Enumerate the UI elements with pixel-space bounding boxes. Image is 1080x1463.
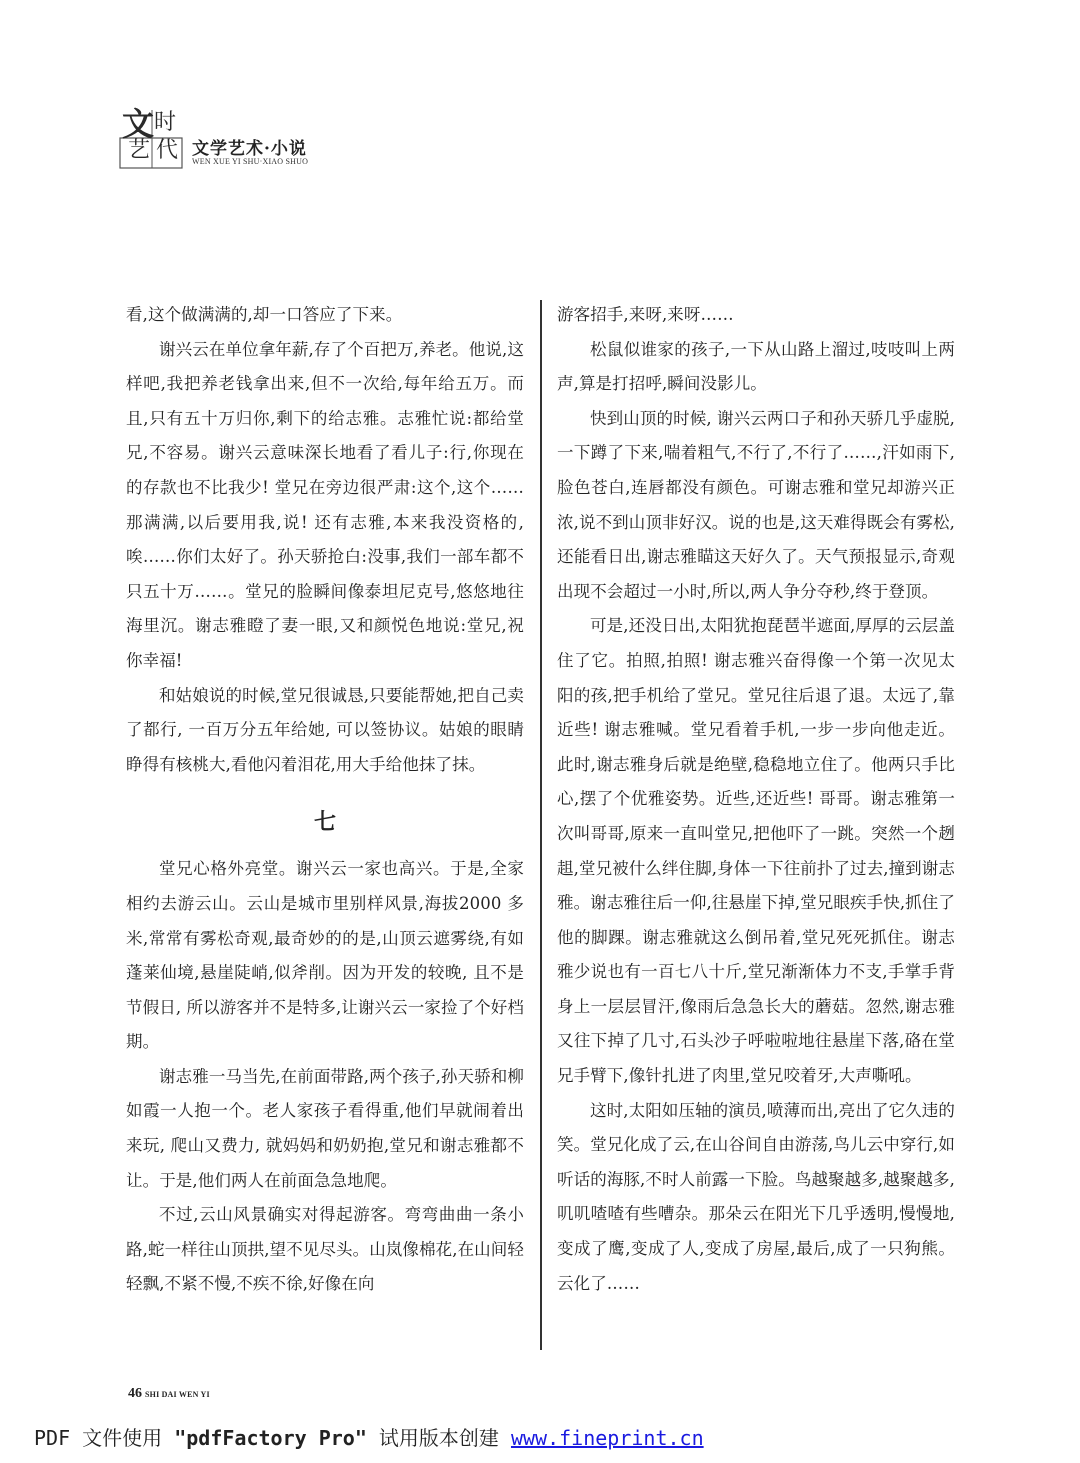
section-title: 文学艺术·小说 (192, 139, 307, 159)
magazine-name: SHI DAI WEN YI (145, 1390, 210, 1399)
logo-glyph-dai: 代 (156, 138, 179, 163)
paragraph: 游客招手,来呀,来呀…… (557, 305, 734, 324)
section-subtitle: WEN XUE YI SHU·XIAO SHUO (192, 157, 309, 166)
paragraph: 快到山顶的时候, 谢兴云两口子和孙天骄几乎虚脱,一下蹲了下来,喘着粗气,不行了,不行了……,汗如雨下,脸色苍白,连唇都没有颜色。可谢志雅和堂兄却游兴正浓,说不到山顶非好汉。说的也是,这天难得既会有雾松,还能看日出,谢志雅瞄这天好久了。天气预报显示,奇观出现不会超过一小时,所以,两人争分夺秒,终于登顶。 (557, 408, 955, 601)
right-column (557, 298, 955, 1301)
fineprint-link[interactable]: www.fineprint.cn (510, 1426, 704, 1450)
logo-glyph-wen: 文 (122, 105, 155, 143)
watermark-product: "pdfFactory Pro" (174, 1426, 367, 1450)
page-number: 46 (128, 1386, 142, 1401)
paragraph: 看,这个做满满的,却一口答应了下来。 (126, 305, 403, 324)
section-heading: 七 (313, 809, 336, 836)
logo-glyph-shi: 时 (154, 110, 177, 135)
watermark-prefix: PDF 文件使用 (34, 1426, 175, 1450)
left-column (126, 298, 524, 1302)
paragraph: 不过,云山风景确实对得起游客。弯弯曲曲一条小路,蛇一样往山顶拱,望不见尽头。山岚像棉花,在山间轻轻飘,不紧不慢,不疾不徐,好像在向 (126, 1205, 524, 1294)
logo-glyph-yi: 艺 (128, 138, 151, 163)
magazine-logo (112, 105, 184, 170)
column-divider (540, 300, 542, 1350)
masthead (112, 105, 372, 174)
paragraph: 谢兴云在单位拿年薪,存了个百把万,养老。他说,这样吧,我把养老钱拿出来,但不一次给,每年给五万。而且,只有五十万归你,剩下的给志雅。志雅忙说:都给堂兄,不容易。谢兴云意味深长地看了看儿子:行,你现在的存款也不比我少! 堂兄在旁边很严肃:这个,这个……那满满,以后要用我,说! 还有志雅,本来我没资格的,唉……你们太好了。孙天骄抢白:没事,我们一部车都不只五十万……。堂兄的脸瞬间像泰坦尼克号,悠悠地往海里沉。谢志雅瞪了妻一眼,又和颜悦色地说:堂兄,祝你幸福! (126, 339, 525, 670)
paragraph: 松鼠似谁家的孩子,一下从山路上溜过,吱吱叫上两声,算是打招呼,瞬间没影儿。 (557, 339, 955, 394)
paragraph: 谢志雅一马当先,在前面带路,两个孩子,孙天骄和柳如霞一人抱一个。老人家孩子看得重,他们早就闹着出来玩, 爬山又费力, 就妈妈和奶奶抱,堂兄和谢志雅都不让。于是,他们两人在前面急急地爬。 (126, 1066, 524, 1190)
paragraph: 堂兄心格外亮堂。谢兴云一家也高兴。于是,全家相约去游云山。云山是城市里别样风景,海拔2000 多米,常常有雾松奇观,最奇妙的的是,山顶云遮雾绕,有如蓬莱仙境,悬崖陡峭,似斧削。因为开发的较晚, 且不是节假日, 所以游客并不是特多,让谢兴云一家捡了个好档期。 (126, 859, 524, 1052)
pdf-watermark (34, 1422, 704, 1451)
paragraph: 可是,还没日出,太阳犹抱琵琶半遮面,厚厚的云层盖住了它。拍照,拍照! 谢志雅兴奋得像一个第一次见太阳的孩,把手机给了堂兄。堂兄往后退了退。太远了,靠近些! 谢志雅喊。堂兄看着手机,一步一步向他走近。此时,谢志雅身后就是绝壁,稳稳地立住了。他两只手比心,摆了个优雅姿势。近些,还近些! 哥哥。谢志雅第一次叫哥哥,原来一直叫堂兄,把他吓了一跳。突然一个趔趄,堂兄被什么绊住脚,身体一下往前扑了过去,撞到谢志雅。谢志雅往后一仰,往悬崖下掉,堂兄眼疾手快,抓住了他的脚踝。谢志雅就这么倒吊着,堂兄死死抓住。谢志雅少说也有一百七八十斤,堂兄渐渐体力不支,手掌手背身上一层层冒汗,像雨后急急长大的蘑菇。忽然,谢志雅又往下掉了几寸,石头沙子呼啦啦地往悬崖下落,硌在堂兄手臂下,像针扎进了肉里,堂兄咬着牙,大声嘶吼。 (557, 616, 955, 1086)
page-footer (128, 1382, 210, 1402)
paragraph: 和姑娘说的时候,堂兄很诚恳,只要能帮她,把自己卖了都行, 一百万分五年给她, 可以签协议。姑娘的眼睛睁得有核桃大,看他闪着泪花,用大手给他抹了抹。 (126, 685, 524, 774)
watermark-middle: 试用版本创建 (366, 1426, 511, 1450)
paragraph: 这时,太阳如压轴的演员,喷薄而出,亮出了它久违的笑。堂兄化成了云,在山谷间自由游荡,鸟儿云中穿行,如听话的海豚,不时人前露一下脸。鸟越聚越多,越聚越多,叽叽喳喳有些嘈杂。那朵云在阳光下几乎透明,慢慢地,变成了鹰,变成了人,变成了房屋,最后,成了一只狗熊。云化了…… (557, 1100, 955, 1293)
